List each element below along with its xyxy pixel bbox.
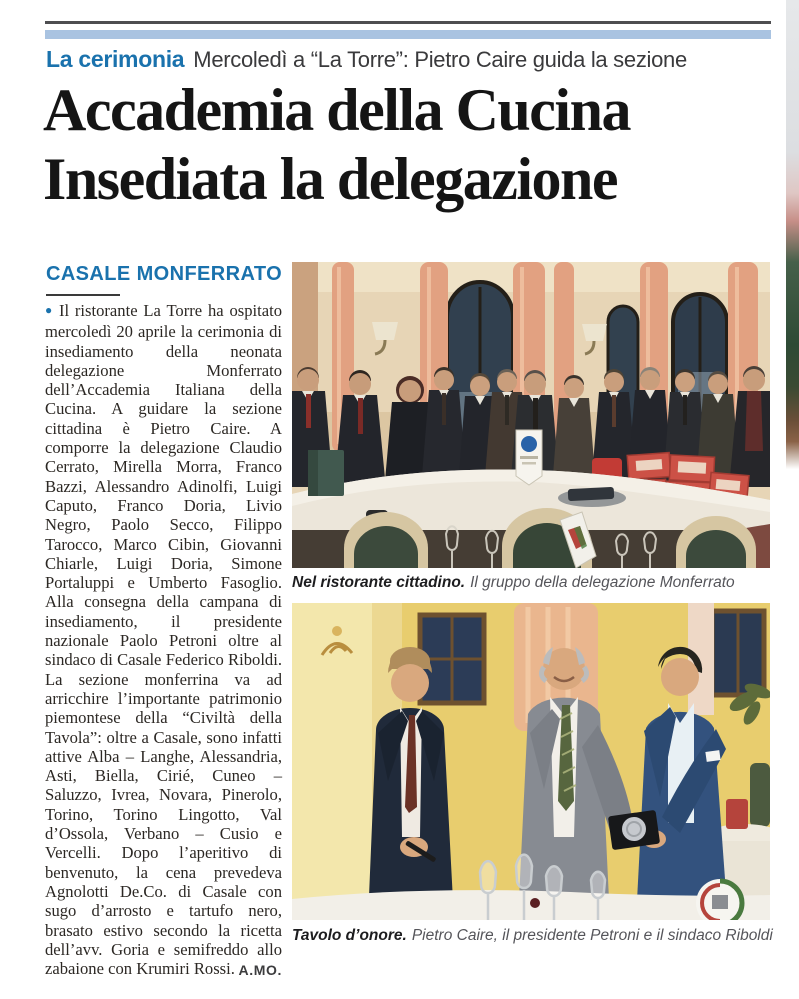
headline-line-1: Accademia della Cucina — [43, 77, 630, 143]
article-paragraph — [45, 301, 282, 978]
article-body-column — [45, 301, 282, 980]
photo-2-caption — [292, 927, 782, 945]
rotary-card — [516, 430, 542, 485]
honor-table-photo — [292, 603, 770, 920]
section-label: CASALE MONFERRATO — [46, 263, 283, 285]
kicker-text: Mercoledì a “La Torre”: Pietro Caire guida la sezione — [193, 47, 687, 72]
caption-text: Il gruppo della delegazione Monferrato — [470, 574, 735, 591]
bullet-icon: ● — [45, 303, 54, 317]
adjacent-page-edge — [786, 0, 799, 690]
chair — [750, 763, 770, 827]
headline-line-2: Insediata la delegazione — [43, 146, 617, 212]
kicker-label: La cerimonia — [46, 46, 185, 72]
caption-lead: Nel ristorante cittadino. — [292, 574, 466, 591]
top-rule — [45, 21, 771, 24]
wine — [530, 898, 540, 908]
headline — [43, 76, 783, 214]
caption-text: Pietro Caire, il presidente Petroni e il sindaco Riboldi — [411, 927, 773, 944]
section-rule — [46, 294, 120, 296]
wine-box — [726, 799, 748, 829]
honor-table-photo-illustration — [292, 603, 770, 920]
plaque-box — [608, 810, 660, 850]
author-signature: A.MO. — [238, 962, 282, 979]
article-text: Il ristorante La Torre ha ospitato mercoledì 20 aprile la cerimonia di insediamento della neonata delegazione Monferrato dell’Accademia Italiana della Cucina. A guidare la sezione cittadina è Pietro Caire. A comporre la delegazione Claudio Cerrato, Mirella Morra, Franco Bazzi, Alessandro Adinolfi, Luigi Caputo, Franco Doria, Livio Negro, Paolo Secco, Filippo Tarocco, Marco Cibin, Giovanni Chiarle, Luigi Doria, Simone Portaluppi e Umberto Fasoglio. Alla consegna della campana di insediamento, il presidente nazionale Paolo Petroni oltre al sindaco di Casale Federico Riboldi. La sezione monferrina va ad arricchire l’importante patrimonio piemontese della “Civiltà della Tavola”: oltre a Casale, sono infatti attive Alba – Langhe, Alessandria, Asti, Biella, Cirié, Cuneo – Saluzzo, Ivrea, Novara, Pinerolo, Torino, Torino Lingotto, Val d’Ossola, Verbano – Cusio e Vercelli. Dopo l’aperitivo di benvenuto, la cena prevedeva Agnolotti De.Co. di Casale con sugo d’arrosto e tartufo nero, brasato estivo secondo la ricetta dell’avv. Goria e semifreddo allo zabaione con Krumiri Rossi. — [45, 301, 283, 979]
group-photo — [292, 262, 770, 568]
group-photo-illustration — [292, 262, 770, 568]
caption-lead: Tavolo d’onore. — [292, 927, 407, 944]
kicker — [46, 46, 770, 73]
blue-accent-band — [45, 30, 771, 39]
photo-1-caption — [292, 574, 782, 592]
